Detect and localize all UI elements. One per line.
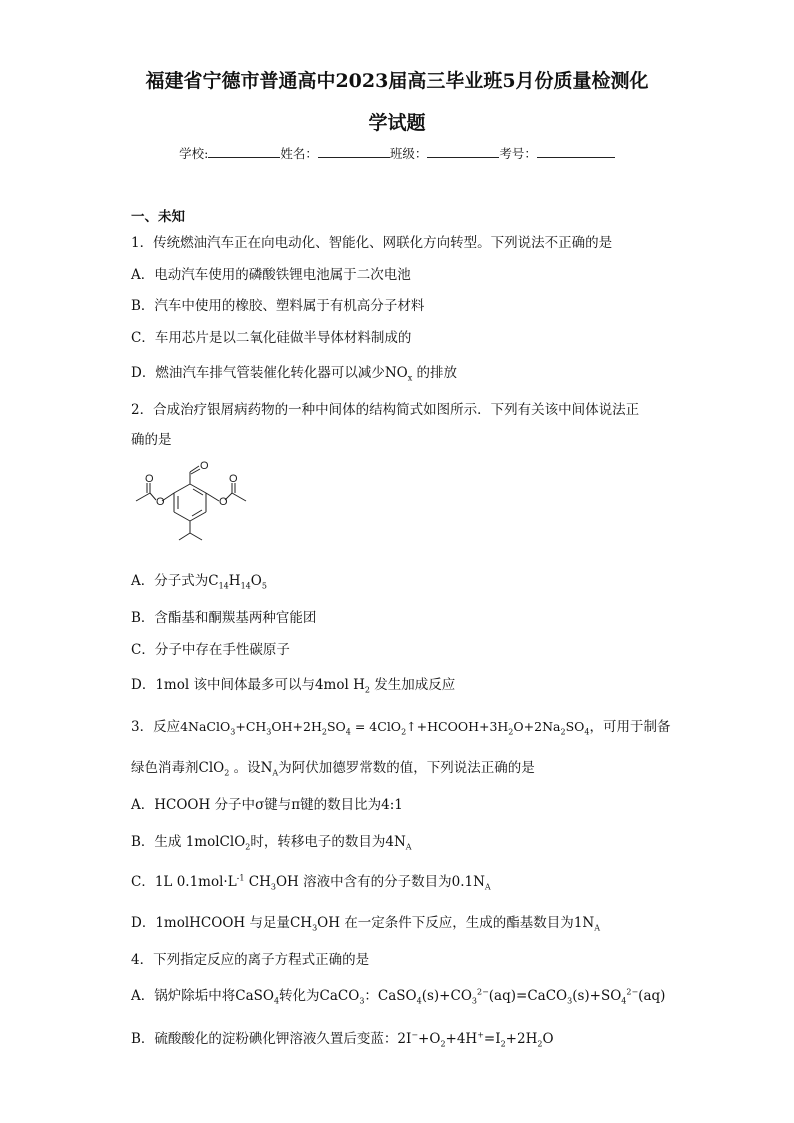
q4-stem: 4．下列指定反应的离子方程式正确的是 xyxy=(131,952,370,968)
exam-title-line2: 学试题 xyxy=(368,112,426,134)
q4-option-a: A．锅炉除垢中将CaSO$_4$转化为CaCO$_3$：$CaSO_4(s)+CO_3^{2-}(aq)=CaCO_3(s)+SO_4^{2-}(aq)$ xyxy=(131,987,666,1006)
reaction-equation: $4NaClO_3+CH_3OH+2H_2SO_4$ = $4ClO_2↑+HCOOH+3H_2O+2Na_2SO_4$ xyxy=(180,719,590,737)
q3-option-c: C．1L $0.1mol\cdot L^{-1}$ $CH_3OH$ 溶液中含有的分子数目为$0.1N_A$ xyxy=(131,873,491,892)
nox-formula: $NO_x$ xyxy=(384,365,413,383)
name-blank[interactable] xyxy=(318,145,390,158)
q1-option-d: D．燃油汽车排气管装催化转化器可以减少$NO_x$ 的排放 xyxy=(131,365,458,383)
q4-option-b: B．硫酸酸化的淀粉碘化钾溶液久置后变蓝：$2I^-+O_2+4H^+=I_2+2H_2O$ xyxy=(131,1030,554,1049)
q1-option-a: A．电动汽车使用的磷酸铁锂电池属于二次电池 xyxy=(131,267,411,283)
section-heading: 一、未知 xyxy=(131,209,185,225)
q3-option-d: D．1molHCOOH 与足量$CH_3OH$ 在一定条件下反应，生成的酯基数目为$1N_A$ xyxy=(131,915,600,933)
q2-option-b: B．含酯基和酮羰基两种官能团 xyxy=(131,610,317,626)
q1-option-b: B．汽车中使用的橡胶、塑料属于有机高分子材料 xyxy=(131,298,425,314)
q1-stem: 1．传统燃油汽车正在向电动化、智能化、网联化方向转型。下列说法不正确的是 xyxy=(131,235,613,251)
q2-option-a: A．分子式为$C_{14}H_{14}O_5$ xyxy=(131,573,267,591)
school-label: 学校: xyxy=(179,146,209,161)
student-info-row xyxy=(0,145,794,162)
svg-text:O: O xyxy=(145,473,154,485)
svg-text:O: O xyxy=(229,473,238,485)
q3-option-a: A．HCOOH 分子中σ键与π键的数目比为4:1 xyxy=(131,797,403,813)
class-label: 班级： xyxy=(389,146,428,161)
q3-option-b: B．生成 1molClO$_2$时，转移电子的数目为$4N_A$ xyxy=(131,834,412,852)
class-blank[interactable] xyxy=(427,145,499,158)
q3-stem-line2: 绿色消毒剂ClO$_2$ 。设$N_A$为阿伏加德罗常数的值，下列说法正确的是 xyxy=(131,760,535,778)
q2-stem-line2: 确的是 xyxy=(131,432,172,448)
svg-text:O: O xyxy=(156,496,165,508)
name-label: 姓名： xyxy=(280,146,318,161)
molecule-structure-diagram xyxy=(126,454,260,558)
molecular-formula: $C_{14}H_{14}O_5$ xyxy=(208,573,267,591)
q3-stem-line1: 3．反应$4NaClO_3+CH_3OH+2H_2SO_4$ = $4ClO_2↑+HCOOH+3H_2O+2Na_2SO_4$，可用于制备 xyxy=(131,719,671,737)
svg-text:O: O xyxy=(219,496,228,508)
q1-option-c: C．车用芯片是以二氧化硅做半导体材料制成的 xyxy=(131,330,412,346)
school-blank[interactable] xyxy=(208,145,280,158)
q2-stem-line1: 2．合成治疗银屑病药物的一种中间体的结构简式如图所示．下列有关该中间体说法正 xyxy=(131,402,640,418)
q2-option-d: D．1mol 该中间体最多可以与4mol $H_2$ 发生加成反应 xyxy=(131,677,456,695)
exam-title-line1: 福建省宁德市普通高中2023届高三毕业班5月份质量检测化 xyxy=(145,70,649,92)
number-label: 考号： xyxy=(499,146,537,161)
number-blank[interactable] xyxy=(537,145,615,158)
svg-text:O: O xyxy=(200,460,209,472)
q2-option-c: C．分子中存在手性碳原子 xyxy=(131,642,290,658)
